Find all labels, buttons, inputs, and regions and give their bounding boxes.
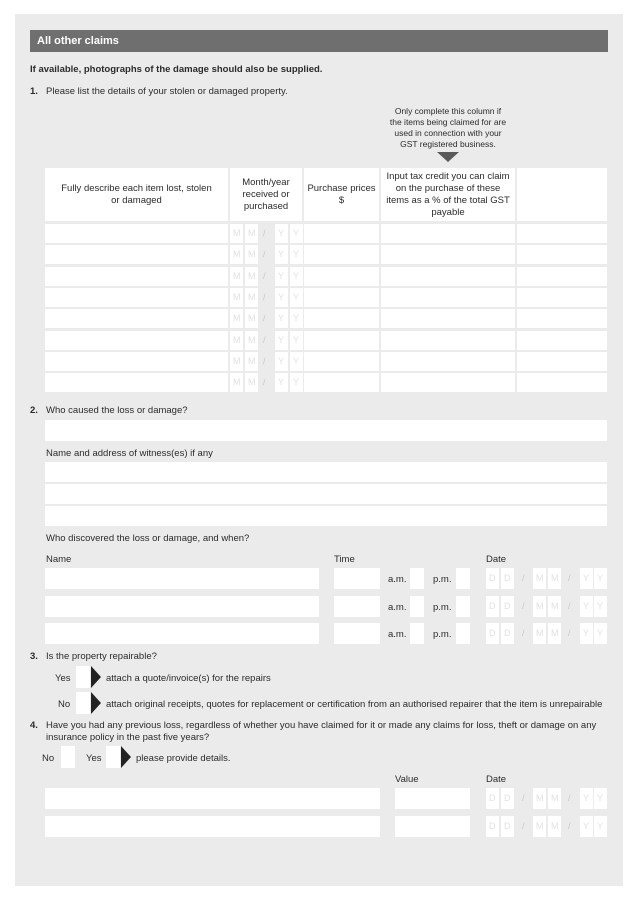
q3-number: 3.: [30, 651, 38, 662]
date-placeholder: Y: [597, 601, 604, 611]
extra-column-input[interactable]: [517, 245, 607, 264]
previous-loss-value-input[interactable]: [395, 788, 470, 809]
purchase-price-input[interactable]: [304, 331, 379, 350]
previous-loss-yes-label: Yes: [86, 753, 102, 764]
item-description-input[interactable]: [45, 331, 228, 350]
previous-loss-no-checkbox[interactable]: [61, 746, 75, 768]
purchase-price-input[interactable]: [304, 288, 379, 307]
date-placeholder: M: [536, 821, 544, 831]
date-separator: /: [263, 270, 266, 281]
date-placeholder: M: [233, 334, 241, 345]
extra-column-input[interactable]: [517, 331, 607, 350]
item-description-input[interactable]: [45, 245, 228, 264]
q2-question: Who caused the loss or damage?: [46, 405, 188, 416]
date-separator: /: [522, 573, 525, 583]
date-placeholder: M: [551, 628, 559, 638]
date-placeholder: Y: [583, 793, 590, 803]
witness-input-line-3[interactable]: [45, 506, 607, 526]
purchase-price-input[interactable]: [304, 373, 379, 392]
date-placeholder: M: [536, 601, 544, 611]
q3-question: Is the property repairable?: [46, 651, 157, 662]
pm-checkbox[interactable]: [456, 623, 470, 644]
previous-loss-instruction: please provide details.: [136, 753, 231, 764]
extra-column-input[interactable]: [517, 309, 607, 328]
date-separator: /: [263, 228, 266, 238]
date-placeholder: D: [504, 793, 511, 803]
discovered-date-label: Date: [486, 554, 507, 565]
discovered-time-input[interactable]: [334, 568, 380, 589]
date-placeholder: Y: [597, 628, 604, 638]
date-placeholder: D: [489, 793, 496, 803]
date-separator: /: [568, 601, 571, 611]
date-separator: /: [263, 313, 266, 324]
arrow-right-icon: [91, 666, 101, 688]
repairable-no-instruction: attach original receipts, quotes for replacement or certification from an authorised repairer that the item is unrepairable: [106, 699, 603, 710]
discovered-time-label: Time: [334, 554, 355, 565]
pm-label: p.m.: [433, 629, 452, 640]
arrow-down-icon: [437, 152, 459, 162]
date-separator: /: [522, 793, 525, 803]
date-placeholder: M: [551, 601, 559, 611]
previous-loss-yes-checkbox[interactable]: [106, 746, 120, 768]
arrow-right-icon: [121, 746, 131, 768]
date-placeholder: M: [233, 355, 241, 366]
date-placeholder: M: [233, 313, 241, 324]
item-description-input[interactable]: [45, 224, 228, 243]
date-placeholder: M: [233, 249, 241, 260]
gst-credit-input[interactable]: [381, 245, 515, 264]
date-separator: /: [568, 821, 571, 831]
date-placeholder: Y: [583, 601, 590, 611]
previous-loss-details-input[interactable]: [45, 788, 380, 809]
date-separator: /: [568, 573, 571, 583]
item-description-input[interactable]: [45, 288, 228, 307]
am-label: a.m.: [388, 629, 407, 640]
date-placeholder: M: [248, 377, 256, 388]
purchase-price-input[interactable]: [304, 224, 379, 243]
date-separator: /: [568, 793, 571, 803]
repairable-yes-checkbox[interactable]: [76, 666, 90, 688]
date-placeholder: Y: [278, 228, 285, 238]
previous-loss-no-label: No: [42, 753, 55, 764]
item-description-input[interactable]: [45, 352, 228, 371]
gst-credit-input[interactable]: [381, 267, 515, 286]
date-placeholder: D: [504, 628, 511, 638]
am-checkbox[interactable]: [410, 623, 424, 644]
date-separator: /: [263, 355, 266, 366]
purchase-price-input[interactable]: [304, 309, 379, 328]
gst-credit-input[interactable]: [381, 331, 515, 350]
witness-input-line-1[interactable]: [45, 462, 607, 482]
date-placeholder: M: [551, 793, 559, 803]
date-separator: /: [263, 377, 266, 388]
date-placeholder: M: [248, 313, 256, 324]
date-placeholder: Y: [293, 334, 300, 345]
date-placeholder: M: [233, 377, 241, 388]
gst-note: Only complete this column if the items being claimed for are used in connection with your GST registered business.: [389, 106, 507, 149]
date-placeholder: Y: [278, 270, 285, 281]
date-placeholder: Y: [597, 821, 604, 831]
discoverer-name-input[interactable]: [45, 568, 319, 589]
purchase-price-input[interactable]: [304, 267, 379, 286]
date-placeholder: Y: [293, 355, 300, 366]
previous-loss-value-input[interactable]: [395, 816, 470, 837]
item-description-input[interactable]: [45, 373, 228, 392]
pm-checkbox[interactable]: [456, 568, 470, 589]
date-placeholder: D: [489, 573, 496, 583]
arrow-right-icon: [91, 692, 101, 714]
table-header-blank: [517, 168, 607, 221]
date-placeholder: M: [248, 355, 256, 366]
extra-column-input[interactable]: [517, 373, 607, 392]
column-price-label: Purchase prices $: [307, 182, 376, 206]
date-placeholder: D: [489, 601, 496, 611]
date-placeholder: M: [536, 793, 544, 803]
date-placeholder: Y: [293, 313, 300, 324]
date-placeholder: Y: [278, 249, 285, 260]
section-header: All other claims: [30, 30, 608, 52]
repairable-no-label: No: [58, 699, 71, 710]
gst-credit-input[interactable]: [381, 224, 515, 243]
date-placeholder: Y: [597, 793, 604, 803]
date-placeholder: M: [536, 573, 544, 583]
pm-checkbox[interactable]: [456, 596, 470, 617]
date-separator: /: [263, 291, 266, 302]
date-separator: /: [568, 628, 571, 638]
am-checkbox[interactable]: [410, 568, 424, 589]
date-placeholder: Y: [278, 355, 285, 366]
am-label: a.m.: [388, 574, 407, 585]
discovered-time-input[interactable]: [334, 596, 380, 617]
date-placeholder: M: [233, 270, 241, 281]
repairable-yes-instruction: attach a quote/invoice(s) for the repairs: [106, 673, 271, 684]
date-placeholder: Y: [278, 377, 285, 388]
date-placeholder: Y: [583, 628, 590, 638]
item-description-input[interactable]: [45, 309, 228, 328]
repairable-yes-label: Yes: [55, 673, 71, 684]
date-placeholder: Y: [583, 821, 590, 831]
column-gst-label: Input tax credit you can claim on the purchase of these items as a % of the total GST payable: [386, 170, 510, 218]
date-placeholder: Y: [293, 249, 300, 260]
witness-label: Name and address of witness(es) if any: [46, 448, 213, 459]
purchase-price-input[interactable]: [304, 352, 379, 371]
value-label: Value: [395, 774, 419, 785]
date-placeholder: M: [551, 821, 559, 831]
pm-label: p.m.: [433, 574, 452, 585]
date-placeholder: Y: [278, 334, 285, 345]
discoverer-name-input[interactable]: [45, 596, 319, 617]
date-separator: /: [522, 601, 525, 611]
column-item-label: Fully describe each item lost, stolen or damaged: [61, 182, 212, 206]
q1-question: Please list the details of your stolen or damaged property.: [46, 86, 288, 97]
gst-credit-input[interactable]: [381, 288, 515, 307]
purchase-price-input[interactable]: [304, 245, 379, 264]
date-placeholder: M: [233, 291, 241, 302]
gst-credit-input[interactable]: [381, 373, 515, 392]
discoverer-name-input[interactable]: [45, 623, 319, 644]
q1-number: 1.: [30, 86, 38, 97]
witness-input-line-2[interactable]: [45, 484, 607, 504]
date-placeholder: D: [504, 573, 511, 583]
q4-question: Have you had any previous loss, regardless of whether you have claimed for it or made any claims for loss, theft or damage on any insurance policy in the past five years?: [46, 720, 597, 743]
date-placeholder: Y: [597, 573, 604, 583]
caused-by-input[interactable]: [45, 420, 607, 441]
date-placeholder: D: [504, 601, 511, 611]
date-placeholder: Y: [293, 291, 300, 302]
date-separator: /: [522, 628, 525, 638]
date-separator: /: [263, 334, 266, 345]
date-separator: /: [263, 249, 266, 260]
extra-column-input[interactable]: [517, 288, 607, 307]
date-placeholder: M: [233, 228, 241, 238]
extra-column-input[interactable]: [517, 352, 607, 371]
date-placeholder: D: [489, 821, 496, 831]
am-checkbox[interactable]: [410, 596, 424, 617]
date-placeholder: Y: [278, 291, 285, 302]
date-placeholder: M: [248, 228, 256, 238]
date-placeholder: M: [248, 270, 256, 281]
gst-credit-input[interactable]: [381, 309, 515, 328]
q2-number: 2.: [30, 405, 38, 416]
extra-column-input[interactable]: [517, 224, 607, 243]
date-placeholder: M: [248, 334, 256, 345]
gst-credit-input[interactable]: [381, 352, 515, 371]
item-description-input[interactable]: [45, 267, 228, 286]
date-placeholder: Y: [278, 313, 285, 324]
date-placeholder: Y: [583, 573, 590, 583]
previous-loss-date-label: Date: [486, 774, 507, 785]
previous-loss-details-input[interactable]: [45, 816, 380, 837]
photo-instruction: If available, photographs of the damage should also be supplied.: [30, 64, 323, 75]
date-placeholder: M: [248, 249, 256, 260]
date-placeholder: M: [248, 291, 256, 302]
date-placeholder: D: [504, 821, 511, 831]
date-placeholder: Y: [293, 377, 300, 388]
pm-label: p.m.: [433, 602, 452, 613]
date-placeholder: M: [551, 573, 559, 583]
extra-column-input[interactable]: [517, 267, 607, 286]
repairable-no-checkbox[interactable]: [76, 692, 90, 714]
discovered-time-input[interactable]: [334, 623, 380, 644]
column-date-label: Month/year received or purchased: [242, 176, 290, 212]
date-placeholder: Y: [293, 270, 300, 281]
date-placeholder: Y: [293, 228, 300, 238]
discovered-label: Who discovered the loss or damage, and when?: [46, 533, 250, 544]
date-separator: /: [522, 821, 525, 831]
q4-number: 4.: [30, 720, 38, 731]
discoverer-name-label: Name: [46, 554, 72, 565]
am-label: a.m.: [388, 602, 407, 613]
date-placeholder: D: [489, 628, 496, 638]
date-placeholder: M: [536, 628, 544, 638]
